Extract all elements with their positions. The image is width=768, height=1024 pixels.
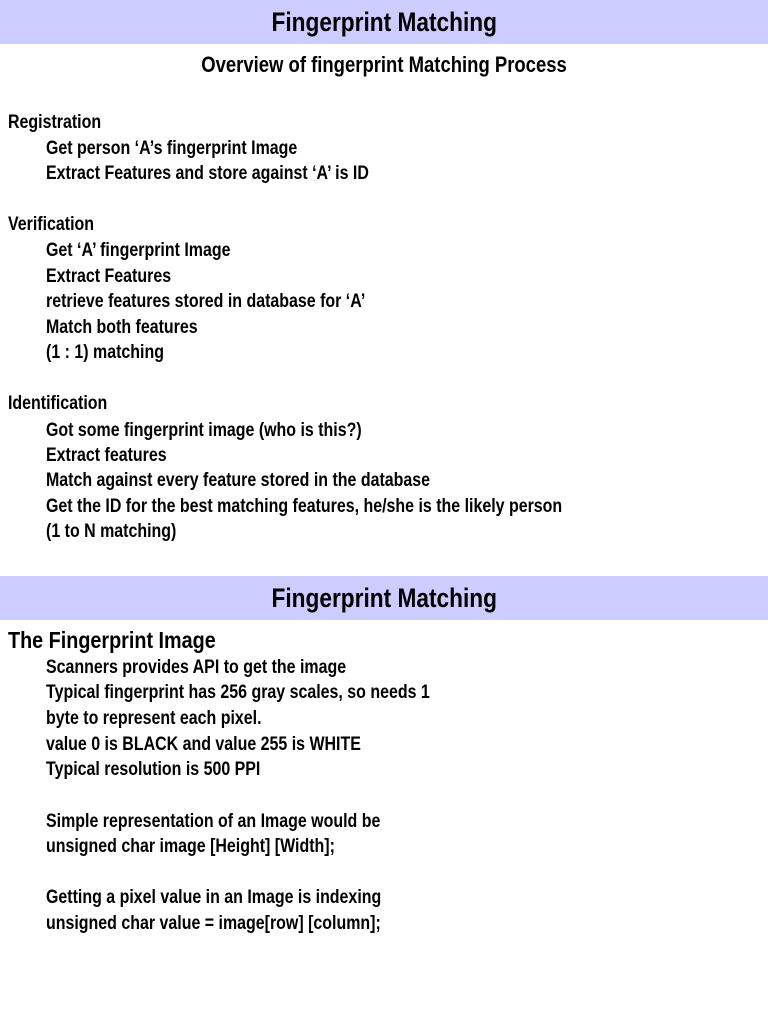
list-item: Get ‘A’ fingerprint Image: [46, 240, 231, 261]
list-item: Extract features: [46, 445, 167, 466]
list-item: Get person ‘A’s fingerprint Image: [46, 138, 298, 159]
list-item: value 0 is BLACK and value 255 is WHITE: [46, 734, 361, 755]
list-item: Getting a pixel value in an Image is indexing: [46, 887, 382, 908]
list-item: unsigned char image [Height] [Width];: [46, 836, 335, 857]
list-item: Match against every feature stored in the database: [46, 470, 431, 491]
list-item: Scanners provides API to get the image: [46, 657, 347, 678]
slide-1-title-banner: [0, 0, 768, 44]
list-item: (1 to N matching): [46, 521, 177, 542]
list-item: retrieve features stored in database for ‘A’: [46, 291, 366, 312]
section-heading-registration: Registration: [8, 112, 102, 133]
list-item: Get the ID for the best matching features, he/she is the likely person: [46, 496, 563, 517]
slide-1-title: Fingerprint Matching: [271, 6, 497, 37]
list-item: byte to represent each pixel.: [46, 708, 262, 729]
list-item: unsigned char value = image[row] [column];: [46, 913, 381, 934]
slide-2: [0, 576, 768, 1024]
list-item: Typical resolution is 500 PPI: [46, 759, 261, 780]
list-item: Got some fingerprint image (who is this?): [46, 420, 362, 441]
list-item: Typical fingerprint has 256 gray scales, so needs 1: [46, 682, 430, 703]
slide-1-subtitle: Overview of fingerprint Matching Process: [201, 52, 567, 77]
list-item: Extract Features: [46, 266, 172, 287]
section-heading-identification: Identification: [8, 393, 108, 414]
list-item: (1 : 1) matching: [46, 342, 164, 363]
list-item: Simple representation of an Image would be: [46, 811, 381, 832]
section-heading-verification: Verification: [8, 214, 95, 235]
list-item: Match both features: [46, 317, 198, 338]
slide-2-title-banner: [0, 576, 768, 620]
slide-2-title: Fingerprint Matching: [271, 582, 497, 613]
list-item: Extract Features and store against ‘A’ is ID: [46, 163, 369, 184]
slide-2-heading: The Fingerprint Image: [8, 627, 216, 653]
